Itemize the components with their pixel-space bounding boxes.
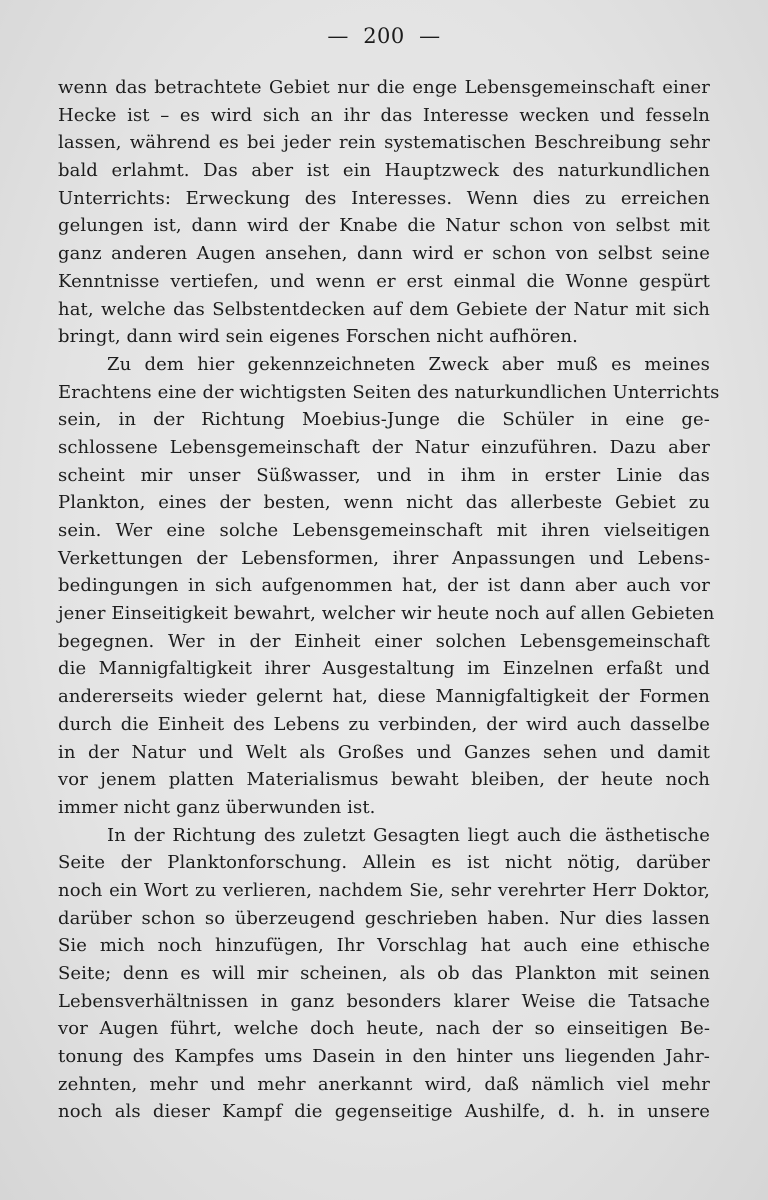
text-line: vor jenem platten Materialismus bewaht bleiben, der heute noch bbox=[58, 769, 710, 791]
body-text bbox=[58, 74, 720, 1126]
text-line: wenn das betrachtete Gebiet nur die enge Lebensgemeinschaft einer bbox=[58, 77, 710, 98]
text-line: bald erlahmt. Das aber ist ein Hauptzweck des naturkundlichen bbox=[58, 160, 710, 182]
text-line: Seite; denn es will mir scheinen, als ob das Plankton mit seinen bbox=[58, 963, 710, 984]
text-line: in der Natur und Welt als Großes und Ganzes sehen und damit bbox=[58, 741, 710, 763]
text-line: bedingungen in sich aufgenommen hat, der ist dann aber auch vor bbox=[58, 575, 710, 597]
text-line: noch ein Wort zu verlieren, nachdem Sie, sehr verehrter Herr Doktor, bbox=[58, 879, 710, 901]
text-line: Zu dem hier gekennzeichneten Zweck aber muß es meines bbox=[107, 353, 710, 375]
text-line: scheint mir unser Süßwasser, und in ihm in erster Linie das bbox=[58, 464, 710, 486]
text-line: sein, in der Richtung Moebius-Junge die Schüler in eine ge- bbox=[58, 409, 710, 431]
text-line: Lebensverhältnissen in ganz besonders klarer Weise die Tatsache bbox=[58, 990, 710, 1012]
text-line: durch die Einheit des Lebens zu verbinden, der wird auch dasselbe bbox=[58, 713, 710, 735]
text-line: In der Richtung des zuletzt Gesagten liegt auch die ästhetische bbox=[107, 824, 710, 846]
text-line: die Mannigfaltigkeit ihrer Ausgestaltung im Einzelnen erfaßt und bbox=[58, 658, 710, 680]
text-line: lassen, während es bei jeder rein systematischen Beschreibung sehr bbox=[58, 132, 710, 154]
text-line: Verkettungen der Lebensformen, ihrer Anpassungen und Lebens- bbox=[58, 547, 710, 569]
text-line: immer nicht ganz überwunden ist. bbox=[58, 796, 376, 818]
text-line: Hecke ist – es wird sich an ihr das Interesse wecken und fesseln bbox=[58, 104, 710, 126]
text-line: tonung des Kampfes ums Dasein in den hinter uns liegenden Jahr- bbox=[58, 1046, 710, 1068]
text-line: gelungen ist, dann wird der Knabe die Natur schon von selbst mit bbox=[58, 215, 710, 237]
text-line: Erachtens eine der wichtigsten Seiten des naturkundlichen Unterrichts bbox=[58, 381, 720, 403]
text-line: Kenntnisse vertiefen, und wenn er erst einmal die Wonne gespürt bbox=[58, 270, 710, 292]
text-line: darüber schon so überzeugend geschrieben haben. Nur dies lassen bbox=[58, 907, 710, 929]
text-line: jener Einseitigkeit bewahrt, welcher wir heute noch auf allen Gebieten bbox=[58, 603, 715, 625]
text-line: noch als dieser Kampf die gegenseitige Aushilfe, d. h. in unsere bbox=[58, 1101, 710, 1123]
text-line: hat, welche das Selbstentdecken auf dem Gebiete der Natur mit sich bbox=[58, 298, 710, 320]
text-line: begegnen. Wer in der Einheit einer solchen Lebensgemeinschaft bbox=[58, 630, 710, 652]
text-line: schlossene Lebensgemeinschaft der Natur einzuführen. Dazu aber bbox=[58, 436, 710, 458]
text-line: andererseits wieder gelernt hat, diese Mannigfaltigkeit der Formen bbox=[58, 686, 710, 708]
text-line: sein. Wer eine solche Lebensgemeinschaft mit ihren vielseitigen bbox=[58, 520, 710, 541]
text-line: Plankton, eines der besten, wenn nicht das allerbeste Gebiet zu bbox=[58, 492, 710, 514]
text-line: zehnten, mehr und mehr anerkannt wird, daß nämlich viel mehr bbox=[58, 1073, 710, 1095]
text-line: Sie mich noch hinzufügen, Ihr Vorschlag hat auch eine ethische bbox=[58, 935, 710, 957]
text-line: vor Augen führt, welche doch heute, nach der so einseitigen Be- bbox=[58, 1018, 710, 1040]
text-line: Unterrichts: Erweckung des Interesses. Wenn dies zu erreichen bbox=[58, 187, 710, 209]
text-line: bringt, dann wird sein eigenes Forschen nicht aufhören. bbox=[58, 326, 578, 348]
text-line: Seite der Planktonforschung. Allein es ist nicht nötig, darüber bbox=[58, 852, 710, 874]
page-number: — 200 — bbox=[327, 24, 441, 48]
text-line: ganz anderen Augen ansehen, dann wird er schon von selbst seine bbox=[58, 243, 710, 265]
